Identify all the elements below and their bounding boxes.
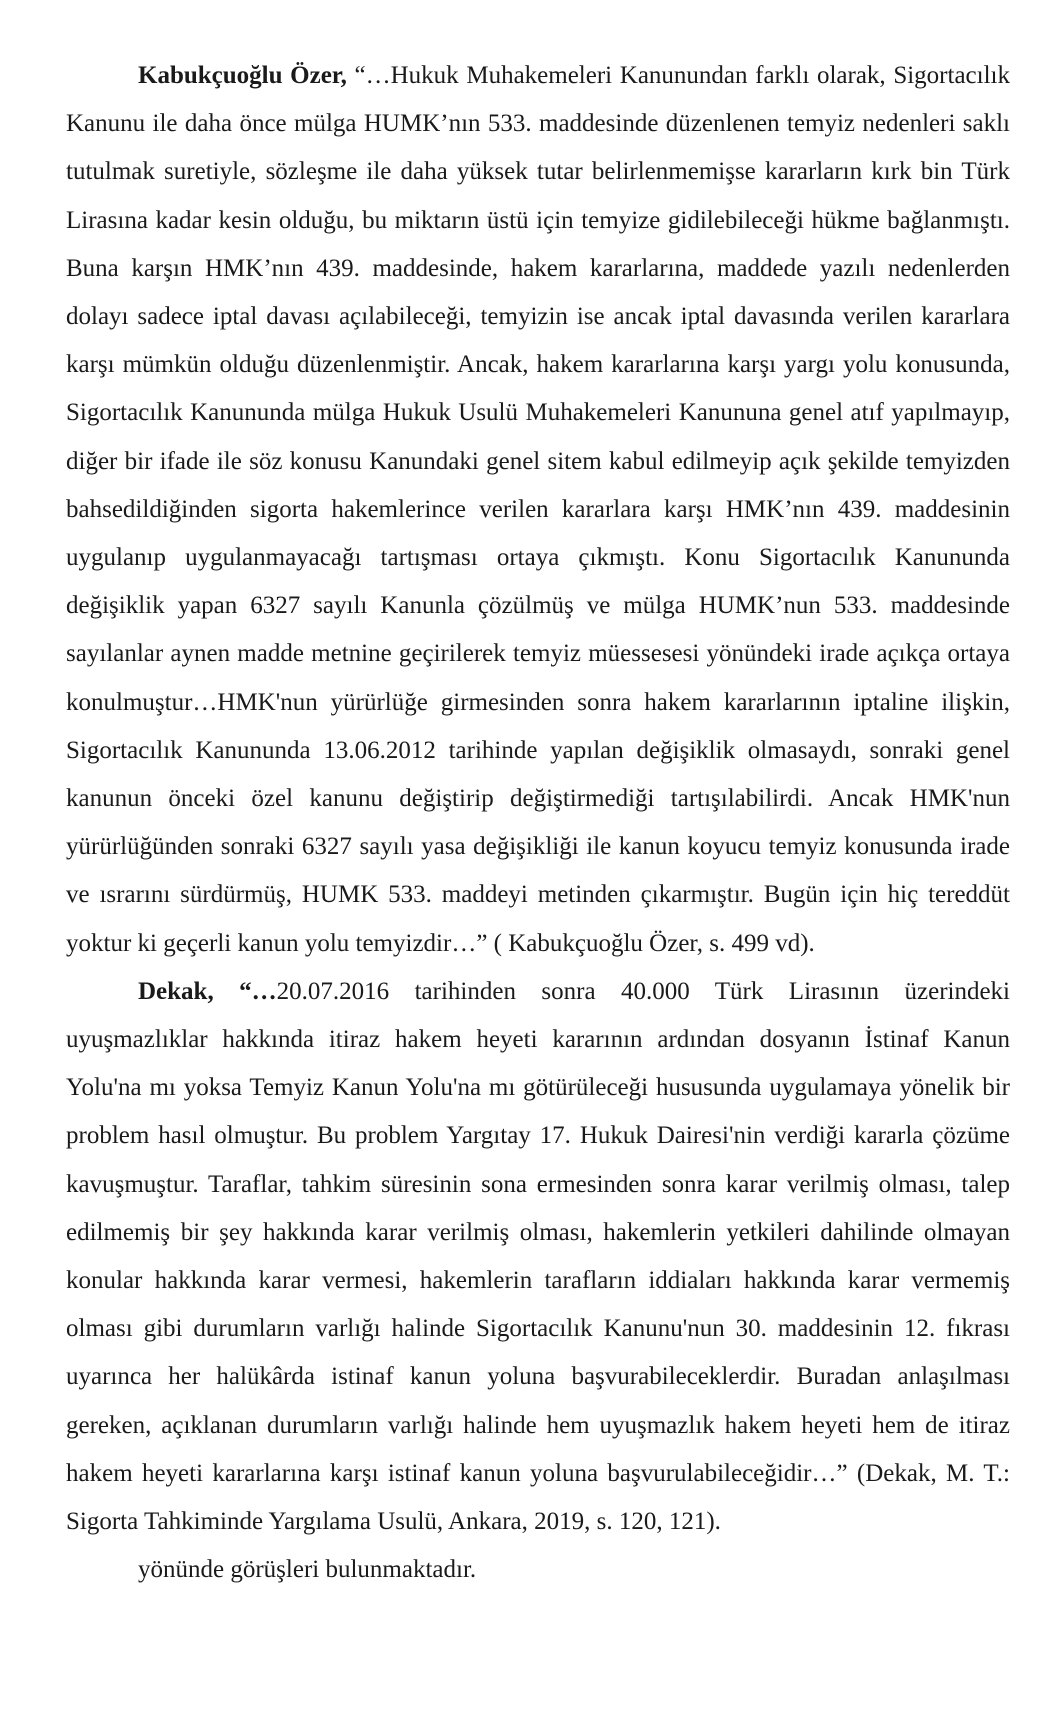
paragraph-text: …Hukuk Muhakemeleri Kanunundan farklı olarak, Sigortacılık Kanunu ile daha önce mülga HUMK’nın 533. maddesinde düzenlenen temyiz nedenleri saklı tutulmak suretiyle, sözleşme ile daha yüksek tutar belirlenmemişse kararların kırk bin Türk Lirasına kadar kesin olduğu, bu miktarın üstü için temyize gidilebileceği hükme bağlanmıştı. Buna karşın HMK’nın 439. maddesinde, hakem kararlarına, maddede yazılı nedenlerden dolayı sadece iptal davası açılabileceği, temyizin ise ancak iptal davasında verilen kararlara karşı mümkün olduğu düzenlenmiştir. Ancak, hakem kararlarına karşı yargı yolu konusunda, Sigortacılık Kanununda mülga Hukuk Usulü Muhakemeleri Kanununa genel atıf yapılmayıp, diğer bir ifade ile söz konusu Kanundaki genel sitem kabul edilmeyip açık şekilde temyizden bahsedildiğinden sigorta hakemlerince verilen kararlara karşı HMK’nın 439. maddesinin uygulanıp uygulanmayacağı tartışması ortaya çıkmıştı. Konu Sigortacılık Kanununda değişiklik yapan 6327 sayılı Kanunla çözülmüş ve mülga HUMK’nun 533. maddesinde sayılanlar aynen madde metnine geçirilerek temyiz müessesesi yönündeki irade açıkça ortaya konulmuştur…HMK'nun yürürlüğe girmesinden sonra hakem kararlarının iptaline ilişkin, Sigortacılık Kanununda 13.06.2012 tarihinde yapılan değişiklik olmasaydı, sonraki genel kanunun önceki özel kanunu değiştirip değiştirmediği tartışılabilirdi. Ancak HMK'nun yürürlüğünden sonraki 6327 sayılı yasa değişikliği ile kanun koyucu temyiz konusunda irade ve ısrarını sürdürmüş, HUMK 533. maddeyi metinden çıkarmıştır. Bugün için hiç tereddüt yoktur ki geçerli kanun yolu temyizdir…” ( Kabukçuoğlu Özer, s. 499 vd). (66, 62, 1010, 957)
paragraph-text: 20.07.2016 tarihinden sonra 40.000 Türk Lirasının üzerindeki uyuşmazlıklar hakkında itiraz hakem heyeti kararının ardından dosyanın İstinaf Kanun Yolu'na mı yoksa Temyiz Kanun Yolu'na mı götürüleceği hususunda uygulamaya yönelik bir problem hasıl olmuştur. Bu problem Yargıtay 17. Hukuk Dairesi'nin verdiği kararla çözüme kavuşmuştur. Taraflar, tahkim süresinin sona ermesinden sonra karar verilmiş olması, talep edilmemiş bir şey hakkında karar verilmiş olması, hakemlerin yetkileri dahilinde olmayan konular hakkında karar vermesi, hakemlerin tarafların iddiaları hakkında karar vermemiş olması gibi durumların varlığı halinde Sigortacılık Kanunu'nun 30. maddesinin 12. fıkrası uyarınca her halükârda istinaf kanun yoluna başvurabileceklerdir. Buradan anlaşılması gereken, açıklanan durumların varlığı halinde hem uyuşmazlık hakem heyeti hem de itiraz hakem heyeti kararlarına karşı istinaf kanun yoluna başvurulabileceğidir…” (Dekak, M. T.: Sigorta Tahkiminde Yargılama Usulü, Ankara, 2019, s. 120, 121). (66, 977, 1011, 1536)
quote-open: “… (239, 977, 277, 1005)
paragraph-kabukcuoglu (66, 52, 1010, 968)
author-name: Dekak, (138, 977, 214, 1005)
quote-open: “ (354, 62, 366, 89)
author-name: Kabukçuoğlu Özer, (138, 62, 347, 89)
closing-line: yönünde görüşleri bulunmaktadır. (138, 1556, 477, 1584)
paragraph-dekak (66, 968, 1010, 1546)
document-page (66, 52, 1010, 1595)
